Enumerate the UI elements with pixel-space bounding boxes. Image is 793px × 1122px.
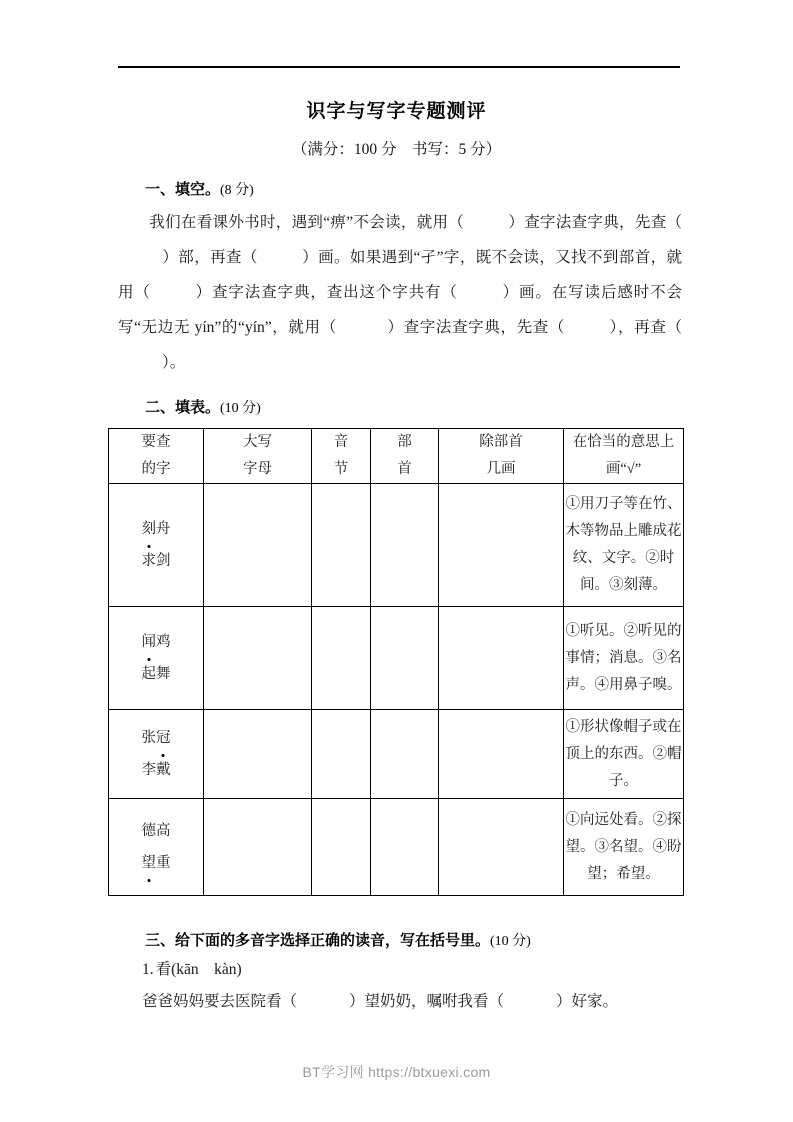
row-3-uppercase-cell[interactable] xyxy=(204,710,312,799)
row-1-syllable-cell[interactable] xyxy=(312,484,371,607)
column-header-strokes xyxy=(439,429,564,484)
column-header-uppercase-line1: 大写 xyxy=(243,434,272,450)
section-1-heading-text: 一、填空。 xyxy=(145,181,221,198)
row-4-word-line1-a: 德 xyxy=(141,823,156,839)
row-4-strokes-cell[interactable] xyxy=(439,799,564,896)
section-3-heading xyxy=(145,929,531,950)
row-4-syllable-cell[interactable] xyxy=(312,799,371,896)
row-4-word-cell xyxy=(109,799,204,896)
fill-text-2: ）查字法查字典，先查（ xyxy=(508,214,682,231)
column-header-strokes-line2: 几画 xyxy=(486,461,516,477)
row-4-radical-cell[interactable] xyxy=(371,799,439,896)
section-3-item-1-prompt xyxy=(142,957,242,979)
page-subtitle: （满分：100 分 书写：5 分） xyxy=(291,141,502,158)
table-row xyxy=(109,607,684,710)
column-header-radical xyxy=(371,429,439,484)
row-4-dotted-char: 望 xyxy=(142,847,157,879)
item-1-sentence-part-1: 爸爸妈妈要去医院看（ xyxy=(142,993,298,1010)
section-2-points: (10 分) xyxy=(220,401,261,416)
column-header-syllable-line2: 节 xyxy=(333,461,349,477)
row-3-syllable-cell[interactable] xyxy=(312,710,371,799)
row-4-word-line1-b: 高 xyxy=(156,823,171,839)
item-1-character: 看 xyxy=(155,961,172,978)
item-1-readings: (kān kàn) xyxy=(171,961,242,978)
row-2-word-line1-b: 鸡 xyxy=(156,634,171,650)
row-2-uppercase-cell[interactable] xyxy=(204,607,312,710)
fill-text-7: ）查字法查字典，先查（ xyxy=(386,319,566,336)
table-header-row xyxy=(109,429,684,484)
row-1-word-line1-b: 舟 xyxy=(156,521,171,537)
table-row xyxy=(109,484,684,607)
row-1-word-line2: 求剑 xyxy=(141,553,171,569)
footer-watermark: BT学习网 https://btxuexi.com xyxy=(302,1064,491,1080)
row-1-word-cell xyxy=(109,484,204,607)
table-row xyxy=(109,799,684,896)
fill-text-3: ）部，再查（ xyxy=(162,249,258,266)
header-rule xyxy=(118,66,680,68)
column-header-word-line1: 要查 xyxy=(141,434,171,450)
row-2-word-line2: 起舞 xyxy=(141,666,171,682)
item-1-sentence-part-3: ）好家。 xyxy=(556,993,619,1010)
row-2-word-cell xyxy=(109,607,204,710)
row-2-dotted-char: 闻 xyxy=(142,626,157,658)
row-3-word-line2: 李戴 xyxy=(141,762,171,778)
row-4-uppercase-cell[interactable] xyxy=(204,799,312,896)
row-2-strokes-cell[interactable] xyxy=(439,607,564,710)
section-2-heading-text: 二、填表。 xyxy=(145,399,221,416)
column-header-word-line2: 的字 xyxy=(141,461,171,477)
row-1-dotted-char: 刻 xyxy=(142,513,157,545)
row-2-definition-cell[interactable]: ①听见。②听见的事情；消息。③名声。④用鼻子嗅。 xyxy=(564,607,684,710)
lookup-table xyxy=(108,428,684,896)
section-2-heading xyxy=(145,396,261,417)
column-header-uppercase xyxy=(204,429,312,484)
column-header-syllable-line1: 音 xyxy=(333,434,349,450)
row-4-definition-cell[interactable]: ①向远处看。②探望。③名望。④盼望；希望。 xyxy=(564,799,684,896)
row-1-strokes-cell[interactable] xyxy=(439,484,564,607)
column-header-syllable xyxy=(312,429,371,484)
fill-text-8: ），再查（ xyxy=(609,319,682,336)
table-row xyxy=(109,710,684,799)
column-header-radical-line1: 部 xyxy=(397,434,412,450)
section-3-item-1-sentence xyxy=(142,989,618,1011)
row-1-uppercase-cell[interactable] xyxy=(204,484,312,607)
fill-text-6: ）画。在写读后感时不会写“无边无 yín”的“yín”，就用（ xyxy=(118,284,682,336)
item-1-number: 1. xyxy=(142,961,154,978)
section-3-points: (10 分) xyxy=(490,934,531,949)
section-1-heading xyxy=(145,178,254,199)
column-header-word xyxy=(109,429,204,484)
row-1-radical-cell[interactable] xyxy=(371,484,439,607)
fill-text-4: ）画。如果遇到“孑”字，既不会读，又找不到部首，就用（ xyxy=(118,249,682,301)
row-3-word-cell xyxy=(109,710,204,799)
page-title: 识字与写字专题测评 xyxy=(306,101,487,122)
column-header-meaning-line2: 画“√” xyxy=(605,461,642,477)
section-3-heading-text: 三、给下面的多音字选择正确的读音，写在括号里。 xyxy=(145,932,491,949)
column-header-meaning xyxy=(564,429,684,484)
row-3-definition-cell[interactable]: ①形状像帽子或在顶上的东西。②帽子。 xyxy=(564,710,684,799)
column-header-meaning-line1: 在恰当的意思上 xyxy=(572,434,675,450)
section-1-points: (8 分) xyxy=(220,183,254,198)
column-header-uppercase-line2: 字母 xyxy=(243,461,272,477)
column-header-strokes-line1: 除部首 xyxy=(479,434,523,450)
row-2-radical-cell[interactable] xyxy=(371,607,439,710)
item-1-sentence-part-2: ）望奶奶，嘱咐我看（ xyxy=(349,993,505,1010)
row-1-definition-cell[interactable]: ①用刀子等在竹、木等物品上雕成花纹、文字。②时间。③刻薄。 xyxy=(564,484,684,607)
fill-text-5: ）查字法查字典，查出这个字共有（ xyxy=(194,284,458,301)
row-3-dotted-char: 冠 xyxy=(156,722,171,754)
fill-text-9: ）。 xyxy=(162,354,186,371)
row-3-word-line1-a: 张 xyxy=(141,730,156,746)
section-1-paragraph xyxy=(118,205,682,380)
row-3-radical-cell[interactable] xyxy=(371,710,439,799)
row-2-syllable-cell[interactable] xyxy=(312,607,371,710)
row-3-strokes-cell[interactable] xyxy=(439,710,564,799)
column-header-radical-line2: 首 xyxy=(397,461,412,477)
row-4-word-line2-b: 重 xyxy=(156,855,171,871)
fill-text-1: 我们在看课外书时，遇到“痹”不会读，就用（ xyxy=(149,214,465,231)
